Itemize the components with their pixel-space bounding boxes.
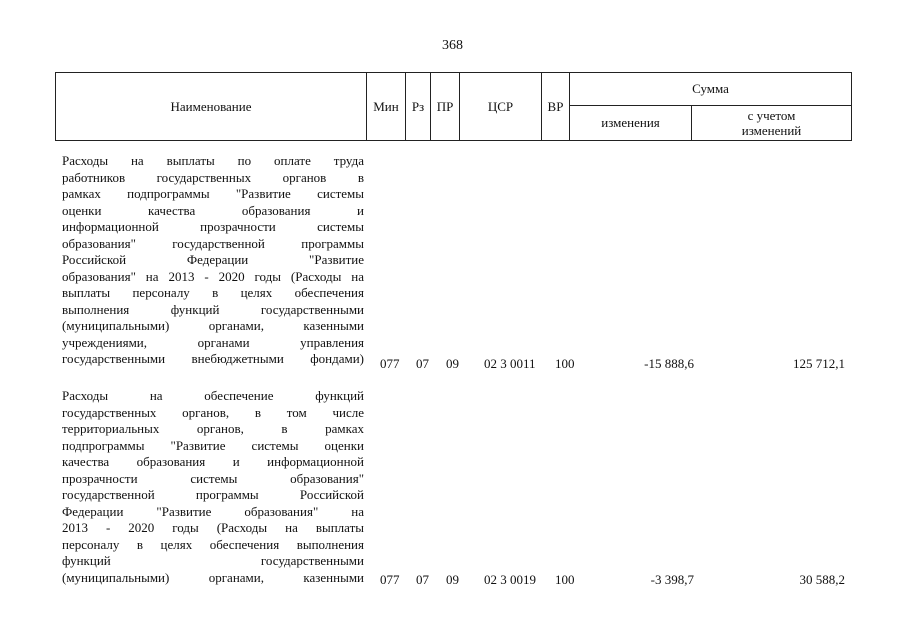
row-total: 125 712,1 <box>793 356 845 371</box>
header-csr: ЦСР <box>460 73 542 141</box>
row-vr: 100 <box>555 356 575 371</box>
row-name-line: качества образования и информационной <box>62 454 364 469</box>
header-with-change <box>692 106 852 141</box>
row-total: 30 588,2 <box>799 572 845 587</box>
row-name-line: Расходы на выплаты по оплате труда <box>62 153 364 168</box>
row-name-line: прозрачности системы образования" <box>62 470 364 486</box>
row-name-line: Расходы на обеспечение функций <box>62 388 364 403</box>
row-name-line: территориальных органов, в рамках <box>62 421 364 436</box>
header-vr: ВР <box>542 73 570 141</box>
row-name-line: выплаты персоналу в целях обеспечения <box>62 285 364 300</box>
row-name-line: государственных органов, в том числе <box>62 404 364 420</box>
row-csr: 02 3 0019 <box>484 572 536 587</box>
header-with-change-line1: с учетом <box>747 108 796 123</box>
header-pr: ПР <box>431 73 460 141</box>
row-name-line: 2013 - 2020 годы (Расходы на выплаты <box>62 520 364 535</box>
row-change: -3 398,7 <box>650 572 694 587</box>
row-name-line: работников государственных органов в <box>62 169 364 185</box>
row-name-line: персоналу в целях обеспечения выполнения <box>62 536 364 552</box>
row-csr: 02 3 0011 <box>484 356 536 371</box>
row-name-line: информационной прозрачности системы <box>62 219 364 234</box>
row-name-line: (муниципальными) органами, казенными <box>62 569 364 585</box>
table-header <box>55 72 852 141</box>
row-min: 077 <box>380 356 400 371</box>
row-change: -15 888,6 <box>644 356 694 371</box>
header-name: Наименование <box>56 73 367 141</box>
row-name-line: государственными внебюджетными фондами) <box>62 351 364 366</box>
row-name-line: оценки качества образования и <box>62 202 364 218</box>
row-name-line: Российской Федерации "Развитие <box>62 252 364 267</box>
row-rz: 07 <box>416 356 429 371</box>
row-name-line: образования" на 2013 - 2020 годы (Расходы на <box>62 268 364 284</box>
row-name-line: государственной программы Российской <box>62 487 364 502</box>
header-change: изменения <box>570 106 692 141</box>
row-name-line: подпрограммы "Развитие системы оценки <box>62 437 364 453</box>
row-name-line: функций государственными <box>62 553 364 568</box>
row-name-line: Федерации "Развитие образования" на <box>62 503 364 519</box>
row-rz: 07 <box>416 572 429 587</box>
row-name <box>62 388 364 586</box>
header-with-change-line2: изменений <box>741 123 802 138</box>
header-sum: Сумма <box>570 73 852 106</box>
row-name-line: выполнения функций государственными <box>62 301 364 317</box>
row-name-line: рамках подпрограммы "Развитие системы <box>62 186 364 201</box>
row-pr: 09 <box>446 356 459 371</box>
row-name-line: (муниципальными) органами, казенными <box>62 318 364 333</box>
row-pr: 09 <box>446 572 459 587</box>
row-name-line: образования" государственной программы <box>62 235 364 251</box>
header-min: Мин <box>367 73 406 141</box>
row-min: 077 <box>380 572 400 587</box>
row-name <box>62 153 364 368</box>
page-number: 368 <box>442 38 463 53</box>
header-rz: Рз <box>406 73 431 141</box>
row-name-line: учреждениями, органами управления <box>62 334 364 350</box>
row-vr: 100 <box>555 572 575 587</box>
